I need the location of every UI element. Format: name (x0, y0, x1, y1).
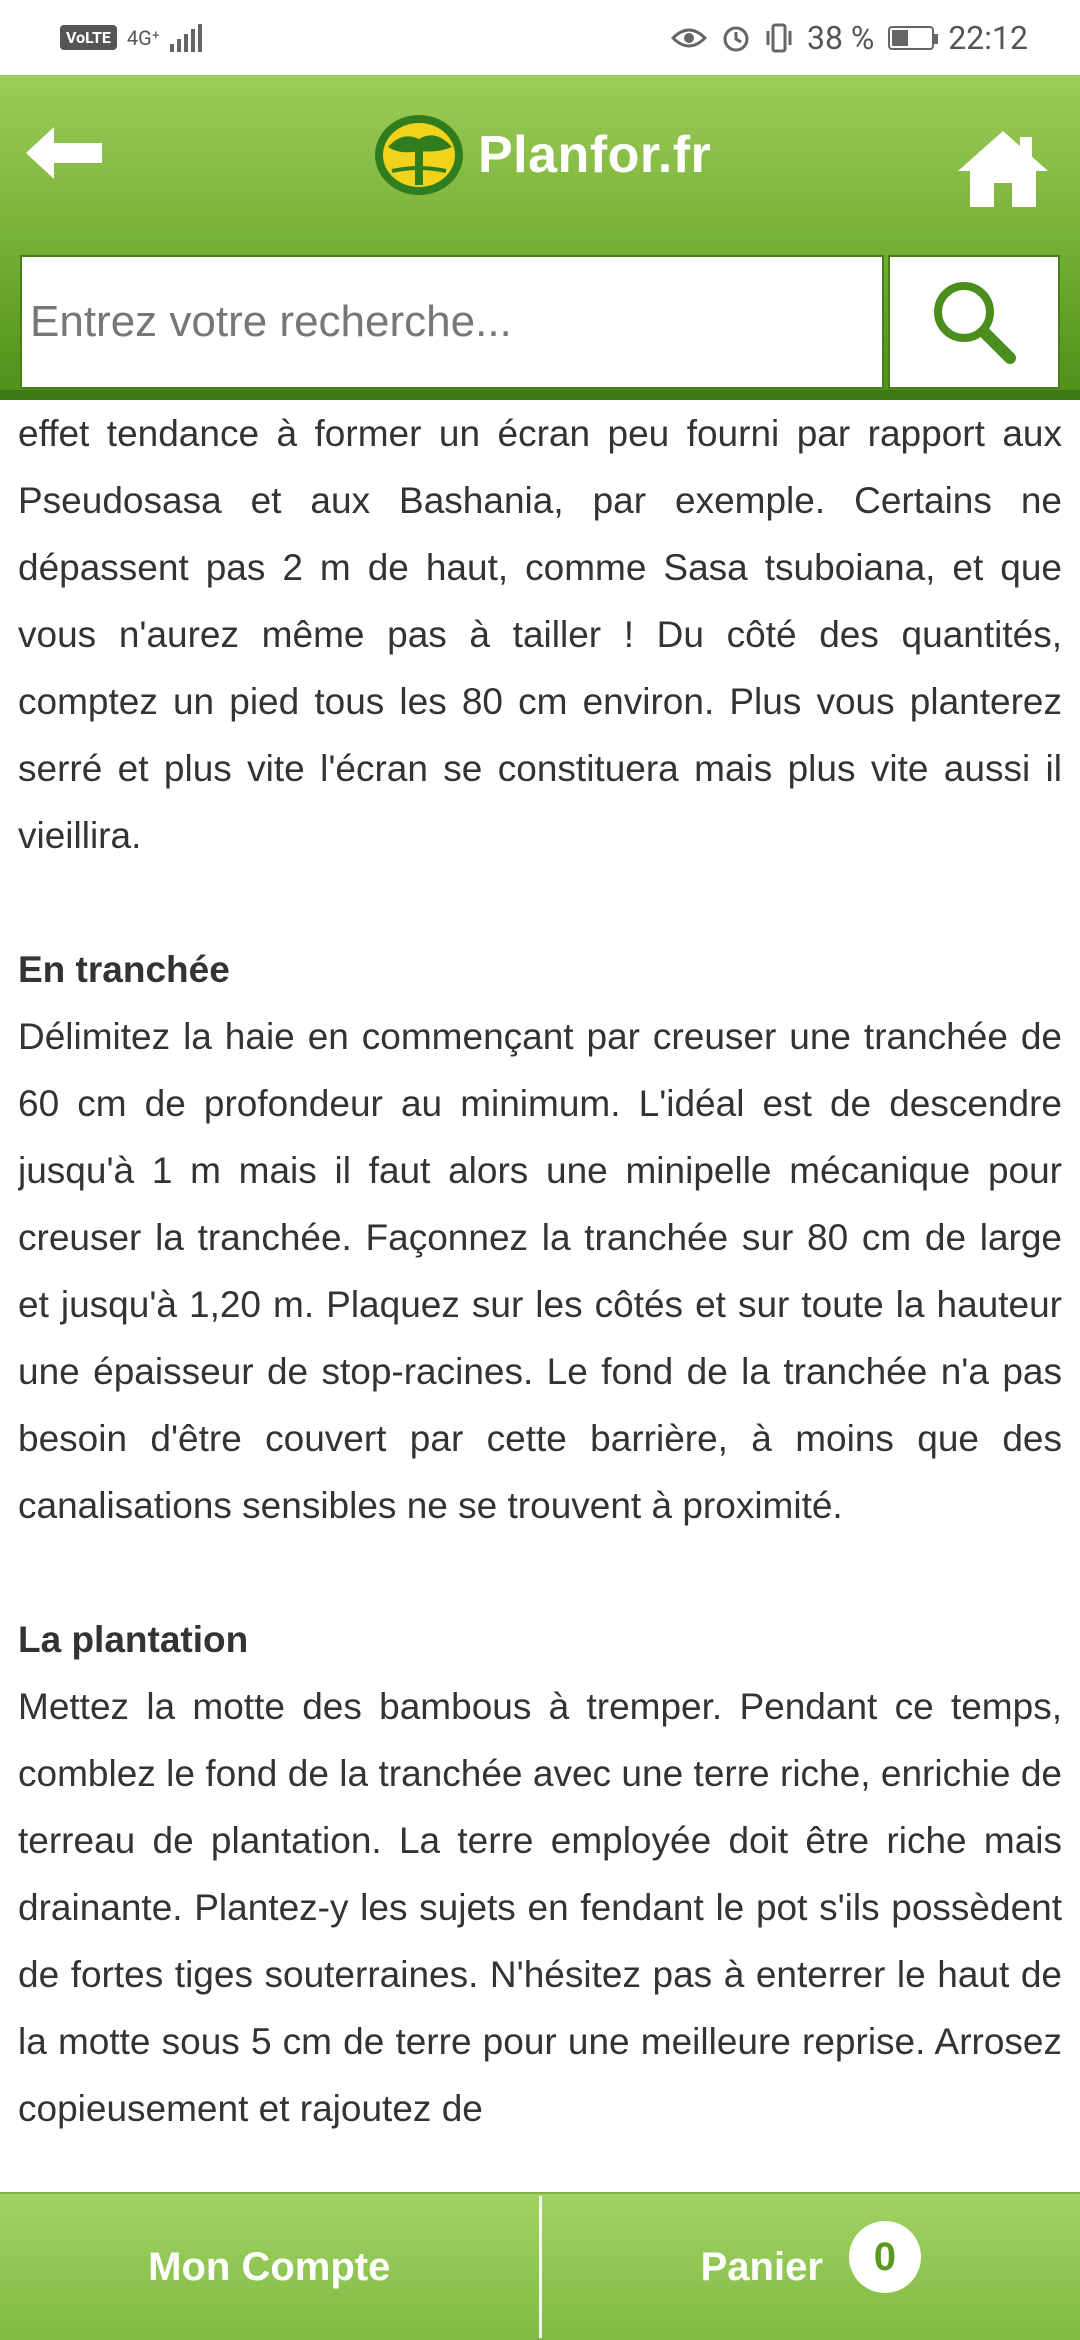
cart-button[interactable] (542, 2194, 1080, 2340)
battery-icon (888, 26, 934, 50)
volte-indicator: VoLTE (60, 25, 117, 50)
bottom-nav-divider (539, 2196, 542, 2338)
clock: 22:12 (948, 18, 1028, 57)
status-bar-left (60, 24, 202, 52)
header-divider (0, 390, 1080, 400)
battery-percent: 38 % (806, 18, 875, 57)
signal-icon (170, 24, 202, 52)
search-icon (924, 274, 1024, 370)
bottom-nav (0, 2192, 1080, 2340)
arrow-left-icon[interactable] (22, 123, 106, 183)
search-input[interactable] (20, 255, 884, 389)
article-paragraph-plantation: Mettez la motte des bambous à tremper. Pendant ce temps, comblez le fond de la tranchée avec une terre riche, enrichie de terreau de plantation. La terre employée doit être riche mais drainante. Plantez-y les sujets en fendant le pot s'ils possèdent de fortes tiges souterraines. N'hésitez pas à enterrer le haut de la motte sous 5 cm de terre pour une meilleure reprise. Arrosez copieusement et rajoutez de (18, 1686, 1062, 2129)
brand-logo[interactable] (372, 113, 711, 197)
vibrate-icon (765, 23, 793, 53)
home-icon[interactable] (956, 127, 1050, 211)
search-bar (20, 255, 1060, 389)
app-header (0, 75, 1080, 400)
article-paragraph-intro: effet tendance à former un écran peu fourni par rapport aux Pseudosasa et aux Bashania, par exemple. Certains ne dépassent pas 2 m de haut, comme Sasa tsuboiana, et que vous n'aurez même pas à tailler ! Du côté des quantités, comptez un pied tous les 80 cm environ. Plus vous planterez serré et plus vite l'écran se constituera mais plus vite aussi il vieillira. (18, 413, 1062, 856)
search-button[interactable] (888, 255, 1060, 389)
account-button[interactable] (0, 2194, 539, 2340)
section-title-plantation: La plantation (18, 1619, 249, 1660)
eye-icon (671, 26, 707, 50)
brand-name: Planfor.fr (478, 126, 712, 184)
account-label: Mon Compte (148, 2244, 391, 2289)
article-paragraph-tranchee: Délimitez la haie en commençant par creuser une tranchée de 60 cm de profondeur au minimum. L'idéal est de descendre jusqu'à 1 m mais il faut alors une minipelle mécanique pour creuser la tranchée. Façonnez la tranchée sur 80 cm de large et jusqu'à 1,20 m. Plaquez sur les côtés et sur toute la hauteur une épaisseur de stop-racines. Le fond de la tranchée n'a pas besoin d'être couvert par cette barrière, à moins que des canalisations sensibles ne se trouvent à proximité. (18, 1016, 1062, 1526)
network-type: 4G⁺ (126, 25, 160, 50)
status-bar (0, 0, 1080, 75)
planfor-logo-icon (372, 113, 466, 197)
cart-count-badge: 0 (849, 2221, 921, 2293)
section-title-tranchee: En tranchée (18, 949, 230, 990)
cart-label: Panier (700, 2244, 823, 2289)
article-content (18, 400, 1062, 2192)
status-bar-right (671, 19, 1028, 57)
alarm-icon (721, 23, 751, 53)
